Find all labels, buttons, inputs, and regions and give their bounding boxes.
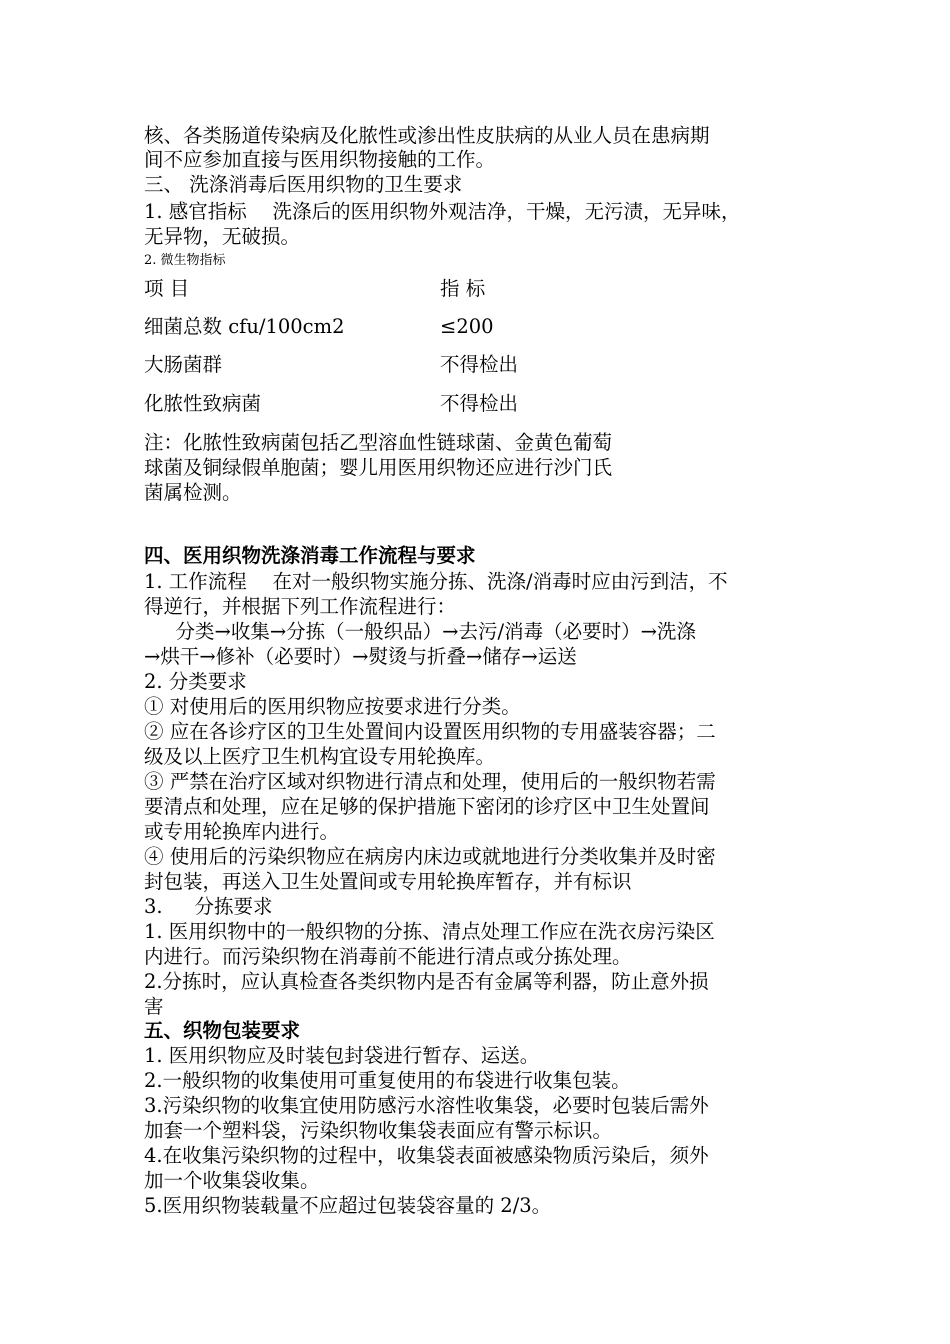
text-line: 无异物，无破损。 (144, 225, 301, 248)
text-line: 间不应参加直接与医用织物接触的工作。 (144, 148, 496, 171)
text-line: 加套一个塑料袋，污染织物收集袋表面应有警示标识。 (144, 1119, 613, 1142)
text-line: 1. 感官指标 洗涤后的医用织物外观洁净，干燥，无污渍，无异味， (144, 200, 741, 223)
text-line: 封包装，再送入卫生处置间或专用轮换库暂存，并有标识 (144, 870, 632, 893)
table-cell: 不得检出 (440, 353, 519, 376)
note-line: 球菌及铜绿假单胞菌；婴儿用医用织物还应进行沙门氏 (144, 456, 613, 479)
text-line: 1. 医用织物应及时装包封袋进行暂存、运送。 (144, 1044, 540, 1067)
text-line: 级及以上医疗卫生机构宜设专用轮换库。 (144, 745, 496, 768)
text-line: ① 对使用后的医用织物应按要求进行分类。 (144, 695, 521, 718)
text-line: 加一个收集袋收集。 (144, 1169, 320, 1192)
subheading: 3. 分拣要求 (144, 895, 273, 918)
micro-indicator-heading: 2. 微生物指标 (144, 253, 226, 268)
text-line: 内进行。而污染织物在消毒前不能进行清点或分拣处理。 (144, 945, 632, 968)
text-line: 2.一般织物的收集使用可重复使用的布袋进行收集包装。 (144, 1069, 631, 1092)
table-header-item: 项 目 (144, 277, 190, 300)
section3-heading: 三、 洗涤消毒后医用织物的卫生要求 (144, 173, 463, 196)
subheading: 2. 分类要求 (144, 670, 247, 693)
text-line: 2.分拣时，应认真检查各类织物内是否有金属等利器，防止意外损 (144, 970, 709, 993)
workflow-line: →烘干→修补（必要时）→熨烫与折叠→储存→运送 (144, 645, 577, 668)
table-cell: 化脓性致病菌 (144, 392, 262, 415)
note-line: 菌属检测。 (144, 481, 242, 504)
table-header-indicator: 指 标 (440, 277, 486, 300)
text-line: 要清点和处理，应在足够的保护措施下密闭的诊疗区中卫生处置间 (144, 795, 710, 818)
text-line: ③ 严禁在治疗区域对织物进行清点和处理，使用后的一般织物若需 (144, 770, 716, 793)
text-line: 1. 医用织物中的一般织物的分拣、清点处理工作应在洗衣房污染区 (144, 920, 715, 943)
section4-title: 四、医用织物洗涤消毒工作流程与要求 (144, 544, 476, 567)
text-line: ② 应在各诊疗区的卫生处置间内设置医用织物的专用盛装容器；二 (144, 720, 716, 743)
table-cell: 细菌总数 cfu/100cm2 (144, 315, 345, 338)
table-cell: ≤200 (440, 315, 494, 338)
table-cell: 大肠菌群 (144, 353, 223, 376)
text-line: 1. 工作流程 在对一般织物实施分拣、洗涤/消毒时应由污到洁，不 (144, 570, 728, 593)
text-line: 得逆行，并根据下列工作流程进行： (144, 595, 457, 618)
workflow-line: 分类→收集→分拣（一般织品）→去污/消毒（必要时）→洗涤 (156, 620, 696, 643)
text-line: ④ 使用后的污染织物应在病房内床边或就地进行分类收集并及时密 (144, 845, 716, 868)
text-line: 或专用轮换库内进行。 (144, 820, 340, 843)
table-cell: 不得检出 (440, 392, 519, 415)
text-line: 5.医用织物装载量不应超过包装袋容量的 2/3。 (144, 1194, 552, 1217)
text-line: 3.污染织物的收集宜使用防感污水溶性收集袋，必要时包装后需外 (144, 1094, 709, 1117)
note-line: 注：化脓性致病菌包括乙型溶血性链球菌、金黄色葡萄 (144, 431, 613, 454)
text-line: 害 (144, 995, 164, 1018)
text-line: 核、各类肠道传染病及化脓性或渗出性皮肤病的从业人员在患病期 (144, 124, 710, 147)
section5-title: 五、织物包装要求 (144, 1019, 301, 1042)
text-line: 4.在收集污染织物的过程中，收集袋表面被感染物质污染后，须外 (144, 1144, 709, 1167)
